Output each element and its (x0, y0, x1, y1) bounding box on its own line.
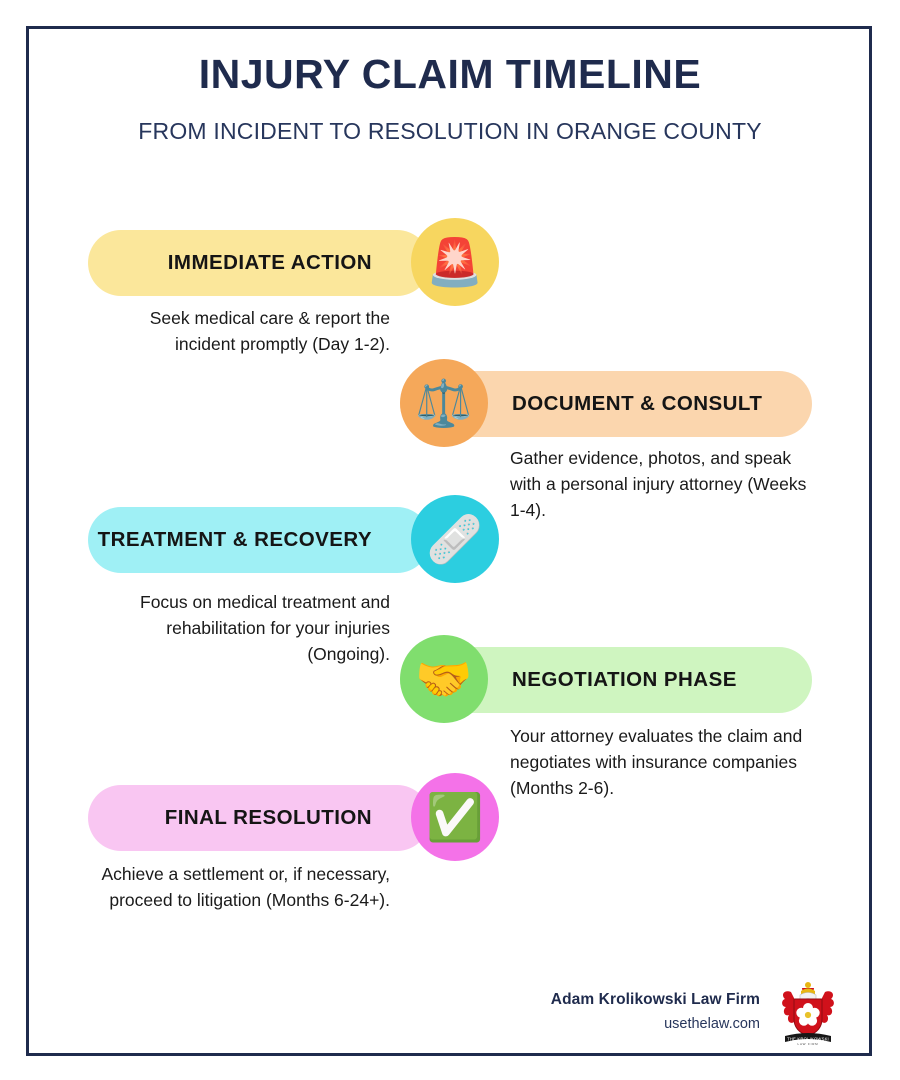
check-mark-button-icon: ✅ (426, 791, 484, 843)
step-1-label-pill (88, 230, 430, 296)
step-1-icon-circle (411, 218, 499, 306)
firm-name: Adam Krolikowski Law Firm (550, 991, 760, 1008)
step-5-description: Achieve a settlement or, if necessary, proceed to litigation (Months 6-24+). (101, 864, 390, 910)
step-4-label: NEGOTIATION PHASE (512, 667, 737, 691)
step-3-label-pill (88, 507, 430, 573)
step-1-label: IMMEDIATE ACTION (167, 250, 372, 274)
step-2-description: Gather evidence, photos, and speak with a personal injury attorney (Weeks 1-4). (510, 448, 807, 520)
step-3-icon-circle (411, 495, 499, 583)
step-2-icon-circle (400, 359, 488, 447)
svg-text:LAW FIRM: LAW FIRM (797, 1042, 819, 1046)
adhesive-bandage-icon: 🩹 (426, 513, 484, 565)
step-3-description: Focus on medical treatment and rehabilitation for your injuries (Ongoing). (140, 592, 390, 664)
step-5-icon-circle (411, 773, 499, 861)
step-2-label: DOCUMENT & CONSULT (512, 391, 763, 415)
krolikowski-law-firm-crest-icon (776, 978, 840, 1046)
handshake-icon: 🤝 (415, 653, 473, 705)
step-5-label: FINAL RESOLUTION (164, 805, 372, 829)
step-4-description: Your attorney evaluates the claim and negotiates with insurance companies (Months 2-6). (510, 726, 803, 798)
step-5-label-pill (88, 785, 430, 851)
step-1-description: Seek medical care & report the incident promptly (Day 1-2). (149, 308, 390, 354)
step-3-label: TREATMENT & RECOVERY (97, 527, 372, 551)
step-4-icon-circle (400, 635, 488, 723)
footer (440, 978, 840, 1046)
page-subtitle: FROM INCIDENT TO RESOLUTION IN ORANGE COUNTY (138, 117, 762, 144)
page-title: INJURY CLAIM TIMELINE (198, 51, 702, 97)
balance-scale-icon: ⚖️ (415, 377, 473, 429)
footer-text-block (551, 990, 760, 1034)
police-car-light-icon: 🚨 (426, 236, 484, 288)
firm-website[interactable]: usethelaw.com (664, 1016, 760, 1033)
svg-text:THE KROLIKOWSKI: THE KROLIKOWSKI (787, 1036, 829, 1042)
